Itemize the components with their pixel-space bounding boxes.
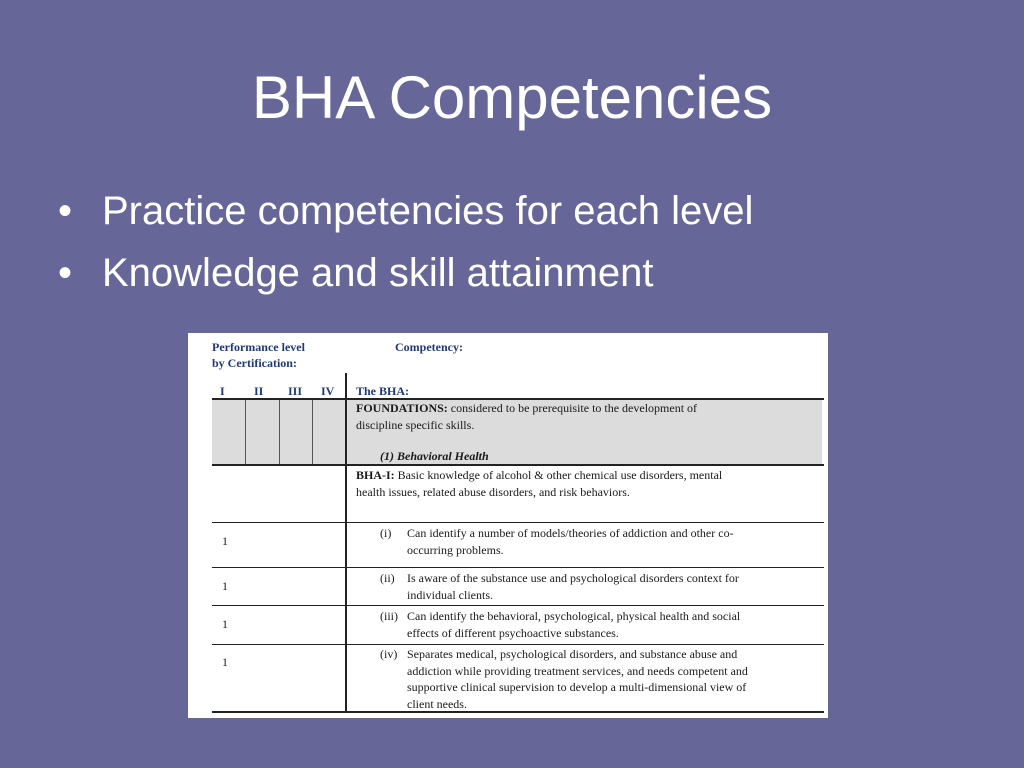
foundations-line2: discipline specific skills. — [356, 417, 475, 432]
item-number: (iii) — [380, 609, 398, 623]
behavioral-health-section: (1) Behavioral Health — [380, 449, 489, 463]
level-header-iv: IV — [321, 384, 335, 398]
item-text — [407, 646, 817, 712]
item-line: client needs. — [407, 696, 467, 711]
item-number: (ii) — [380, 571, 395, 585]
bullet-list — [58, 188, 753, 312]
level-header-i: I — [220, 384, 225, 398]
the-bha-heading: The BHA: — [356, 384, 410, 398]
level-header-iii: III — [288, 384, 303, 398]
bullet-item — [58, 250, 753, 312]
col-divider-2 — [279, 400, 280, 464]
performance-level-line1: Performance level — [212, 340, 305, 354]
item-text — [407, 608, 817, 641]
item-line: occurring problems. — [407, 542, 504, 557]
bha1-text — [356, 467, 816, 500]
performance-level-heading — [212, 339, 305, 371]
foundations-text — [356, 400, 816, 433]
item-line: addiction while providing treatment services, and needs competent and — [407, 663, 748, 678]
main-column-divider — [345, 373, 347, 713]
item-level: 1 — [222, 655, 228, 669]
item-number: (i) — [380, 526, 392, 540]
item-ii-rule — [212, 605, 824, 606]
performance-level-line2: by Certification: — [212, 356, 297, 370]
level-header-ii: II — [254, 384, 264, 398]
bullet-text: Practice competencies for each level — [102, 189, 754, 233]
col-divider-1 — [245, 400, 246, 464]
bha1-label: BHA-I: — [356, 468, 395, 482]
bha1-line1: Basic knowledge of alcohol & other chemical use disorders, mental — [394, 468, 723, 482]
foundations-line1: considered to be prerequisite to the development of — [447, 401, 698, 415]
item-text — [407, 525, 817, 558]
foundations-label: FOUNDATIONS: — [356, 401, 448, 415]
item-iii-rule — [212, 644, 824, 645]
item-line: Can identify a number of models/theories of addiction and other co- — [407, 526, 734, 540]
item-level: 1 — [222, 617, 228, 631]
item-line: Can identify the behavioral, psychological, physical health and social — [407, 609, 741, 623]
foundations-rule — [212, 464, 824, 466]
slide-title: BHA Competencies — [251, 64, 773, 131]
competency-heading: Competency: — [395, 340, 463, 354]
col-divider-3 — [312, 400, 313, 464]
item-text — [407, 570, 817, 603]
item-line: Separates medical, psychological disorders, and substance abuse and — [407, 647, 738, 661]
item-i-rule — [212, 567, 824, 568]
competency-table-image — [188, 333, 828, 718]
item-level: 1 — [222, 579, 228, 593]
item-line: individual clients. — [407, 587, 493, 602]
bullet-glyph: • — [58, 251, 73, 295]
bullet-text: Knowledge and skill attainment — [102, 251, 654, 295]
bullet-glyph: • — [58, 189, 73, 233]
item-number: (iv) — [380, 647, 398, 661]
bha1-rule — [212, 522, 824, 523]
item-line: effects of different psychoactive substances. — [407, 625, 619, 640]
item-level: 1 — [222, 534, 228, 548]
item-line: Is aware of the substance use and psychological disorders context for — [407, 571, 739, 585]
item-line: supportive clinical supervision to develop a multi-dimensional view of — [407, 680, 747, 694]
bullet-item — [58, 188, 753, 250]
bha1-line2: health issues, related abuse disorders, and risk behaviors. — [356, 484, 630, 499]
